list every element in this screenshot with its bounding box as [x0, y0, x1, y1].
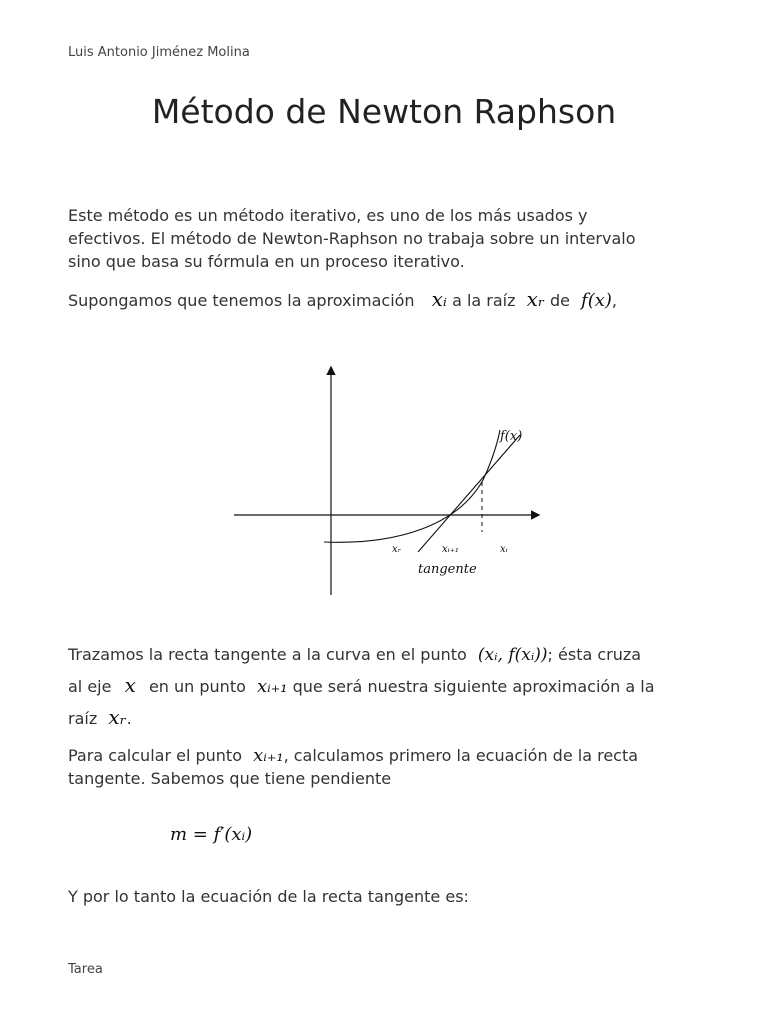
xi1-label: xᵢ₊₁ — [442, 544, 459, 555]
p3-text-b: ; ésta cruza — [547, 645, 642, 664]
intro-line-3: sino que basa su fórmula en un proceso iterativo. — [68, 252, 465, 271]
p2-text-d: , — [611, 291, 617, 310]
document-title: Método de Newton Raphson — [151, 92, 617, 131]
fx-symbol: f(x) — [581, 290, 612, 311]
xr-symbol: xᵣ — [526, 287, 545, 311]
newton-raphson-figure — [228, 360, 548, 600]
x-symbol: x — [124, 673, 136, 697]
p3-text-d: en un punto — [148, 677, 246, 696]
p4-line-2: tangente. Sabemos que tiene pendiente — [68, 769, 392, 788]
footer-label: Tarea — [68, 962, 103, 977]
intro-paragraph — [68, 204, 708, 273]
p4-line-1 — [68, 744, 708, 767]
p3-text-c: al eje — [68, 677, 112, 696]
p3-text-e: que será nuestra siguiente aproximación a la — [292, 677, 655, 696]
xi1-symbol-2: xᵢ₊₁ — [253, 745, 284, 766]
curve-label: f(x) — [500, 429, 523, 444]
p4-text-a: Para calcular el punto — [68, 746, 242, 765]
slope-formula: m = f′(xᵢ) — [170, 824, 253, 845]
point-symbol: (xᵢ, f(xᵢ)) — [477, 645, 548, 665]
xi-symbol: xᵢ — [431, 287, 447, 311]
function-curve — [324, 430, 500, 542]
p3-line-1 — [68, 640, 708, 670]
xi-label: xᵢ — [500, 544, 508, 555]
p3-line-2 — [68, 670, 708, 702]
p2-text-b: a la raíz — [452, 291, 516, 310]
p3-text-a: Trazamos la recta tangente a la curva en el punto — [68, 645, 467, 664]
p4-text-b: , calculamos primero la ecuación de la recta — [283, 746, 639, 765]
p2-text-c: de — [549, 291, 570, 310]
calculation-paragraph — [68, 744, 708, 790]
tangent-label: tangente — [418, 562, 477, 577]
approximation-paragraph — [68, 288, 708, 312]
tangent-paragraph — [68, 640, 708, 734]
intro-line-1: Este método es un método iterativo, es uno de los más usados y — [68, 206, 588, 225]
tangent-line — [418, 435, 520, 552]
p3-line-3 — [68, 702, 708, 734]
p2-text-a: Supongamos que tenemos la aproximación — [68, 291, 415, 310]
p3-text-g: . — [126, 709, 132, 728]
p3-text-f: raíz — [68, 709, 98, 728]
xr-symbol-2: xᵣ — [108, 705, 127, 729]
tangent-equation-intro: Y por lo tanto la ecuación de la recta tangente es: — [68, 887, 469, 906]
author-header: Luis Antonio Jiménez Molina — [68, 45, 250, 60]
xr-label: xᵣ — [392, 544, 402, 555]
xi1-symbol: xᵢ₊₁ — [256, 676, 288, 697]
intro-line-2: efectivos. El método de Newton-Raphson no trabaja sobre un intervalo — [68, 229, 636, 248]
